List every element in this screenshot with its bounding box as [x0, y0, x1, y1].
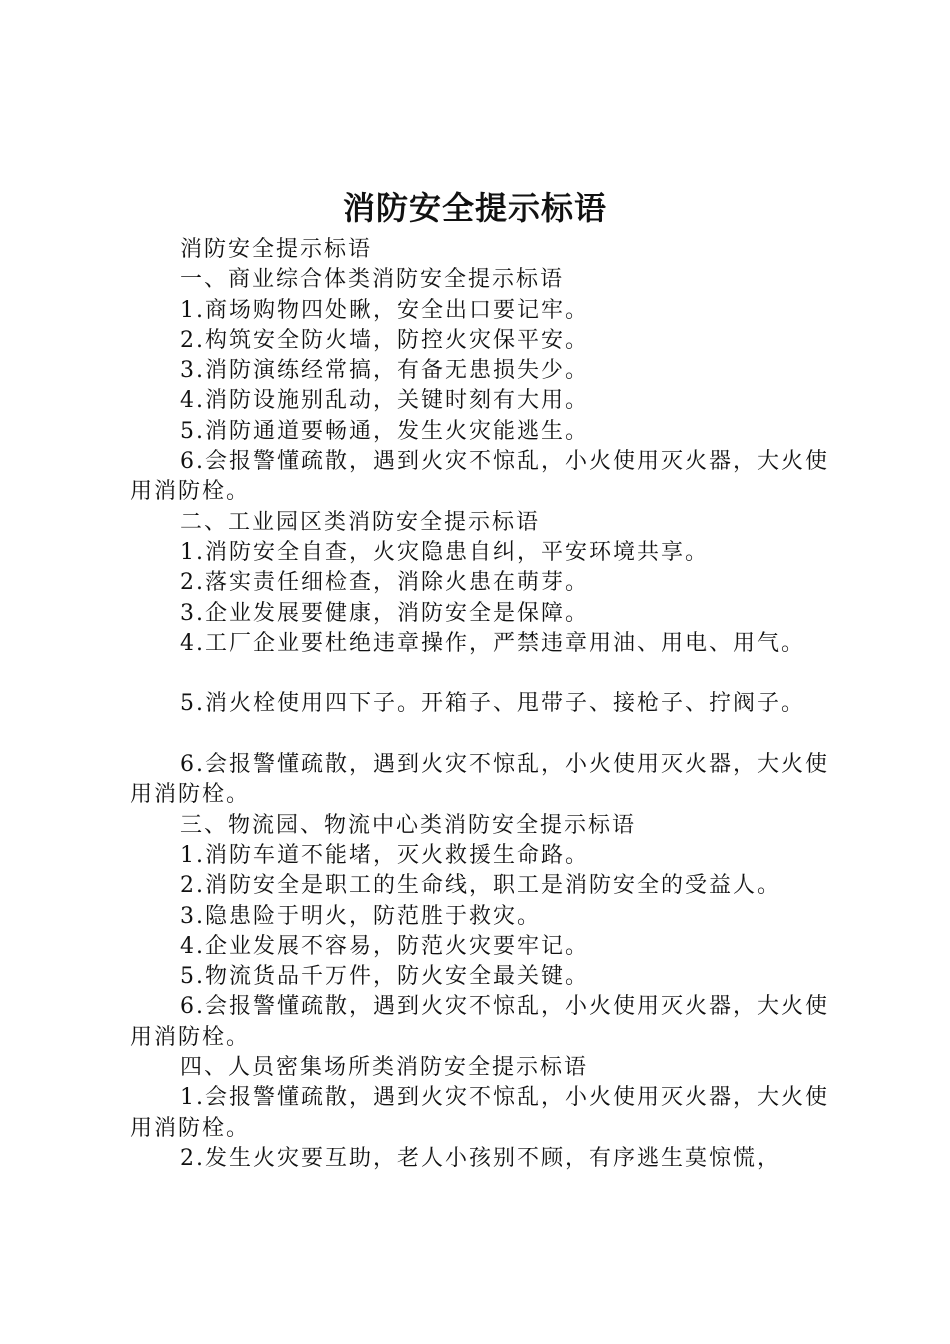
list-item: 3.企业发展要健康，消防安全是保障。 [180, 600, 589, 626]
list-item: 1.消防安全自查，火灾隐患自纠，平安环境共享。 [180, 539, 709, 565]
list-item: 5.消火栓使用四下子。开箱子、甩带子、接枪子、拧阀子。 [180, 691, 805, 717]
document-title: 消防安全提示标语 [342, 189, 607, 227]
document-body [130, 235, 840, 1174]
section-heading-commercial: 一、商业综合体类消防安全提示标语 [180, 267, 565, 293]
list-item: 1.会报警懂疏散，遇到火灾不惊乱，小火使用灭火器，大火使用消防栓。 [130, 1085, 829, 1141]
paragraph-intro: 消防安全提示标语 [180, 237, 373, 262]
list-item: 1.商场购物四处瞅，安全出口要记牢。 [180, 297, 589, 323]
list-item: 6.会报警懂疏散，遇到火灾不惊乱，小火使用灭火器，大火使用消防栓。 [130, 752, 829, 808]
spacer [130, 659, 840, 689]
section-heading-industrial: 二、工业园区类消防安全提示标语 [180, 509, 541, 535]
list-item: 1.消防车道不能堵，灭火救援生命路。 [180, 842, 589, 868]
list-item: 4.工厂企业要杜绝违章操作，严禁违章用油、用电、用气。 [180, 630, 805, 656]
list-item: 5.物流货品千万件，防火安全最关键。 [180, 964, 589, 990]
list-item: 4.消防设施别乱动，关键时刻有大用。 [180, 388, 589, 414]
list-item: 3.消防演练经常搞，有备无患损失少。 [180, 358, 589, 384]
spacer [130, 720, 840, 750]
list-item: 3.隐患险于明火，防范胜于救灾。 [180, 903, 541, 929]
list-item: 2.构筑安全防火墙，防控火灾保平安。 [180, 327, 589, 353]
list-item: 5.消防通道要畅通，发生火灾能逃生。 [180, 418, 589, 444]
list-item: 2.落实责任细检查，消除火患在萌芽。 [180, 570, 589, 596]
section-heading-logistics: 三、物流园、物流中心类消防安全提示标语 [180, 812, 637, 838]
list-item: 2.消防安全是职工的生命线，职工是消防安全的受益人。 [180, 873, 781, 899]
list-item: 4.企业发展不容易，防范火灾要牢记。 [180, 933, 589, 959]
section-heading-crowded-places: 四、人员密集场所类消防安全提示标语 [180, 1055, 589, 1081]
list-item: 6.会报警懂疏散，遇到火灾不惊乱，小火使用灭火器，大火使用消防栓。 [130, 449, 829, 505]
list-item: 2.发生火灾要互助，老人小孩别不顾，有序逃生莫惊慌， [180, 1145, 781, 1171]
list-item: 6.会报警懂疏散，遇到火灾不惊乱，小火使用灭火器，大火使用消防栓。 [130, 994, 829, 1050]
